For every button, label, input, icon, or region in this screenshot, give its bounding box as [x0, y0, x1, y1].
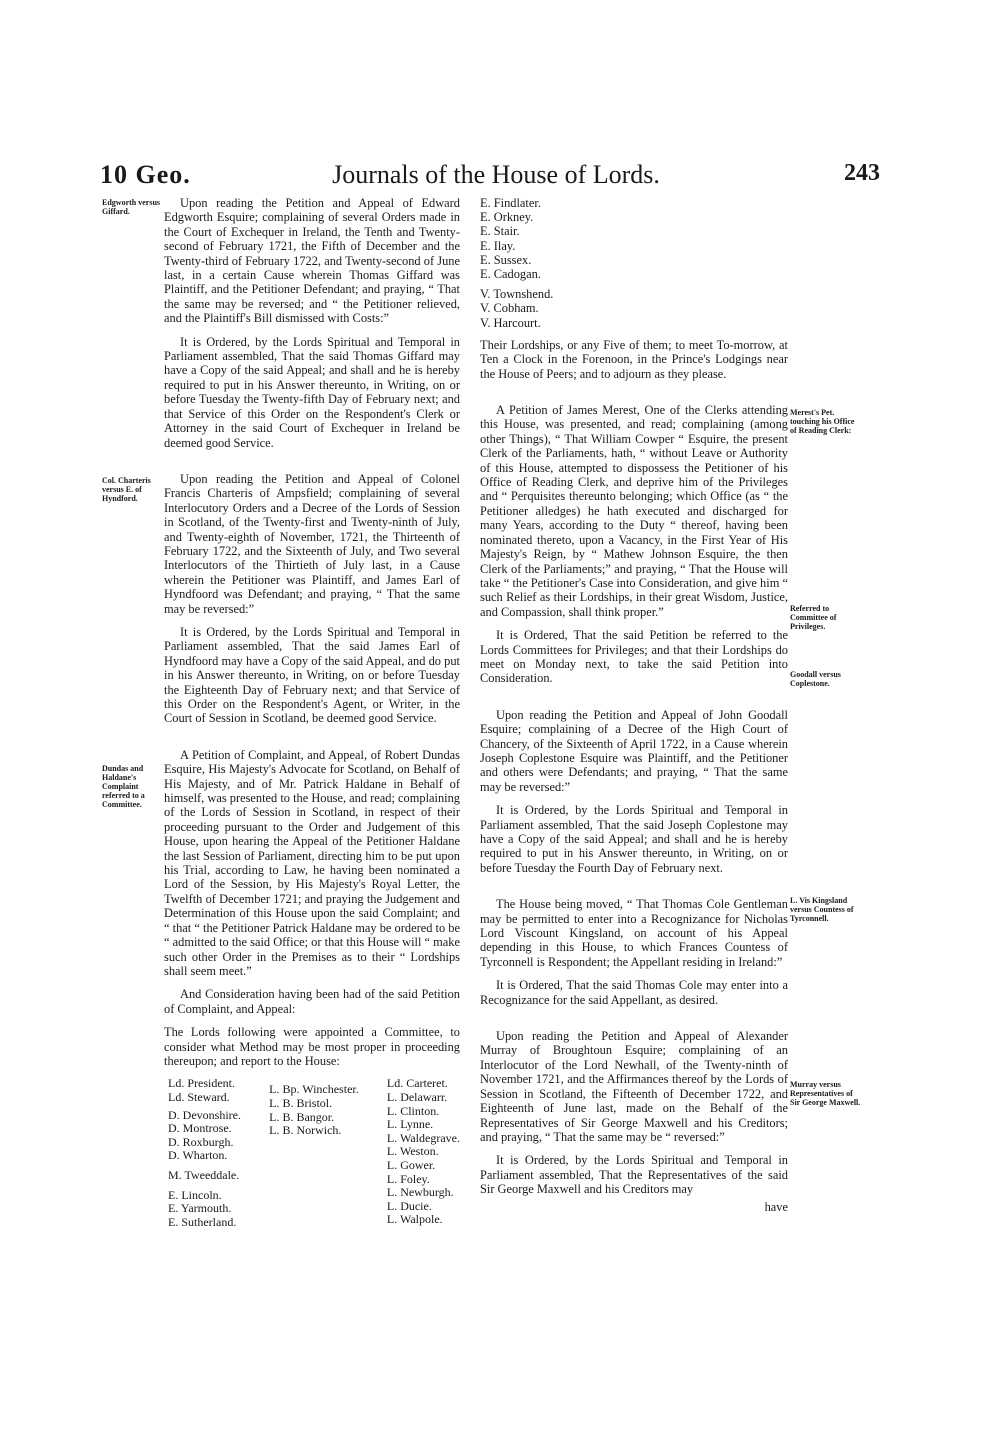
left-column — [164, 196, 460, 1229]
lords-list-col2 — [269, 1077, 359, 1229]
paragraph: The Lords following were appointed a Committee, to consider what Method may be most proper in proceeding thereupon; and report to the House: — [164, 1025, 460, 1068]
paragraph: Upon reading the Petition and Appeal of Colonel Francis Charteris of Ampsfield; complaining of several Interlocutory Orders and a Decree of the Lords of Session in Scotland, of the Twenty-first and Twenty-ninth of July, and Twenty-eighth of November, 1721, the Thirteenth of February 1722, and the Sixteenth of July, and Two several Interlocutors of the Thirtieth of July last, in a Cause wherein the Petitioner was Plaintiff, and James Earl of Hyndfoord was Defendant; and praying, “ That the same may be reversed:” — [164, 471, 460, 616]
right-column — [480, 196, 788, 1214]
lord-name: E. Lincoln. — [168, 1187, 222, 1202]
paragraph: It is Ordered, That the said Petition be referred to the Lords Committees for Privileges; and that their Lordships do meet on Monday next, to take the said Petition into Consideration. — [480, 628, 788, 686]
lords-list-col3 — [387, 1077, 460, 1229]
catchword: have — [764, 1199, 788, 1214]
lords-list-col1 — [168, 1077, 241, 1229]
margin-note-kingsland: L. Vis Kingsland versus Countess of Tyrconnell. — [790, 896, 854, 923]
lord-name: D. Montrose. — [168, 1121, 232, 1136]
margin-note-dundas: Dundas and Haldane's Complaint referred to a Committee. — [102, 764, 145, 809]
paragraph: A Petition of James Merest, One of the Clerks attending this House, was presented, and read; complaining (among other Things), “ That William Cowper “ Esquire, the present Clerk of the Parliaments, hath, “ without Leave or Authority of this House, attempted to dispossess the Petitioner of his Office of Reading Clerk, and deprive him of the Privileges and “ Perquisites thereunto belonging; which Office (as “ the Petitioner alledges) he hath executed and discharged for many Years, according to the Duty “ thereof, having been nominated thereto, upon a Vacancy, in the First Year of His Majesty's Reign, by “ Mathew Johnson Esquire, the then Clerk of the Parliaments;” and praying, “ That the House will take “ the Petitioner's Case into Consideration, and give him “ such Relief as their Lordships, in their great Wisdom, Justice, and Compassion, shall think proper.” — [480, 403, 788, 619]
margin-note-charteris: Col. Charteris versus E. of Hyndford. — [102, 476, 151, 503]
committee-list — [168, 1077, 460, 1229]
lord-name: L. Weston. — [386, 1144, 439, 1159]
lord-name: E. Sutherland. — [168, 1214, 237, 1229]
lord-name: V. Cobham. — [480, 301, 539, 316]
paragraph: A Petition of Complaint, and Appeal, of Robert Dundas Esquire, His Majesty's Advocate for Scotland, on Behalf of His Majesty, and of Mr. Patrick Haldane in Behalf of himself, was presented to the House, and read; complaining of the Lords of Session in Scotland, in respect of their proceeding pursuant to the Order and Judgement of this House, upon hearing the Appeal of the Petitioner Haldane the last Session of Parliament, directing him to be put upon his Trial, according to Law, he having been nominated a Lord of the Session, by His Majesty's Royal Letter, the Twelfth of December 1721; and praying the Judgement and Determination of this House upon the said Complaint; and “ that “ the Petitioner Patrick Haldane may be ordered to be “ admitted to the said Office; or that this House will “ make such other Order in the Premises as to their “ Lordships shall seem meet.” — [164, 747, 460, 978]
lord-name: L. Ducie. — [386, 1198, 432, 1213]
paragraph: It is Ordered, by the Lords Spiritual and Temporal in Parliament assembled, That the Representatives of the said Sir George Maxwell and his Creditors may — [480, 1153, 788, 1197]
paragraph: It is Ordered, That the said Thomas Cole may enter into a Recognizance for the said Appellant, as desired. — [480, 978, 788, 1007]
lord-name: Ld. Steward. — [168, 1089, 230, 1104]
lord-name: L. Bp. Winchester. — [269, 1082, 359, 1097]
margin-note-murray: Murray versus Representatives of Sir George Maxwell. — [790, 1080, 861, 1107]
lord-name: E. Stair. — [480, 224, 520, 239]
lord-name: L. Gower. — [386, 1157, 436, 1172]
lord-name: L. Walpole. — [386, 1212, 443, 1227]
running-head-title: Journals of the House of Lords. — [332, 160, 660, 189]
page-number: 243 — [844, 160, 880, 186]
lord-name: L. Newburgh. — [386, 1185, 454, 1200]
lord-name: E. Cadogan. — [480, 267, 541, 282]
margin-note-merest: Merest's Pet. touching his Office of Reading Clerk: — [790, 408, 855, 435]
paragraph: The House being moved, “ That Thomas Cole Gentleman may be permitted to enter into a Recognizance for Nicholas Lord Viscount Kingsland, on account of his Appeal depending in this House, to which Frances Countess of Tyrconnell is Respondent; the Appellant residing in Ireland:” — [480, 897, 788, 969]
lord-name: D. Devonshire. — [168, 1107, 241, 1122]
lord-name: L. B. Bristol. — [269, 1095, 333, 1110]
lord-name: L. Foley. — [386, 1171, 430, 1186]
lords-list-continued — [480, 196, 788, 330]
lord-name: L. B. Norwich. — [269, 1123, 342, 1138]
lord-name: M. Tweeddale. — [168, 1167, 240, 1182]
margin-note-referred: Referred to Committee of Privileges. — [790, 604, 837, 631]
paragraph: It is Ordered, by the Lords Spiritual and Temporal in Parliament assembled, That the said Thomas Giffard may have a Copy of the said Appeal; and shall and he is hereby required to put in his Answer thereunto, in Writing, on or before Tuesday the Twenty-fifth Day of February next; and that Service of this Order on the Respondent's Clerk or Attorney in the said Court of Exchequer in Ireland be deemed good Service. — [164, 334, 460, 450]
lord-name: L. Delawarr. — [386, 1089, 448, 1104]
margin-note-goodall: Goodall versus Coplestone. — [790, 670, 841, 688]
paragraph: Upon reading the Petition and Appeal of Alexander Murray of Broughtoun Esquire; complaining of an Interlocutor of the Lord Newhall, of the Twenty-ninth of November 1721, and the Affirmances thereof by the Lords of Session in Scotland, the Fifteenth of December 1722, and Eighteenth of June last, made on the Behalf of the Representatives of Sir George Maxwell and his Creditors; and praying, “ That the same may be “ reversed:” — [480, 1029, 788, 1144]
lord-name: V. Townshend. — [480, 287, 554, 302]
lord-name: D. Roxburgh. — [168, 1134, 234, 1149]
lord-name: E. Ilay. — [480, 238, 516, 253]
lord-name: E. Findlater. — [480, 196, 541, 210]
lord-name: L. B. Bangor. — [269, 1109, 335, 1124]
running-head-left: 10 Geo. — [100, 160, 191, 189]
lord-name: L. Clinton. — [386, 1103, 440, 1118]
lord-name: E. Sussex. — [480, 252, 532, 267]
paragraph: It is Ordered, by the Lords Spiritual and Temporal in Parliament assembled, That the said Joseph Coplestone may have a Copy of the said Appeal; and shall and he is hereby required to put in his Answer thereunto, in Writing, on or before Tuesday the Fourth Day of February next. — [480, 803, 788, 875]
lord-name: V. Harcourt. — [480, 315, 541, 330]
lord-name: Ld. Carteret. — [386, 1076, 448, 1091]
lord-name: Ld. President. — [168, 1076, 235, 1091]
lord-name: D. Wharton. — [168, 1148, 228, 1163]
lord-name: E. Orkney. — [480, 210, 534, 225]
paragraph: Upon reading the Petition and Appeal of Edward Edgworth Esquire; complaining of several Orders made in the Court of Exchequer in Ireland, the Tenth and Twenty-second of February 1721, the Fifth of December and the Twenty-third of February 1722, and Twenty-second of June last, in a certain Cause wherein Thomas Giffard was Plaintiff, and the Petitioner Defendant; and praying, “ That the same may be reversed; and “ the Petitioner relieved, and the Plaintiff's Bill dismissed with Costs:” — [164, 196, 460, 326]
lord-name: L. Waldegrave. — [386, 1130, 460, 1145]
paragraph: Their Lordships, or any Five of them; to meet To-morrow, at Ten a Clock in the Forenoon, in the Prince's Lodgings near the House of Peers; and to adjourn as they please. — [480, 337, 788, 381]
lord-name: L. Lynne. — [386, 1117, 434, 1132]
paragraph: It is Ordered, by the Lords Spiritual and Temporal in Parliament assembled, That the said James Earl of Hyndfoord may have a Copy of the said Appeal, and do put in his Answer thereunto, in Writing, on or before Tuesday the Eighteenth Day of February next; and that Service of this Order on the Respondent's Agent, or Writer, in the Court of Session in Scotland, be deemed good Service. — [164, 624, 460, 726]
lord-name: E. Yarmouth. — [168, 1201, 232, 1216]
margin-note-edgworth: Edgworth versus Giffard. — [102, 198, 161, 216]
paragraph: And Consideration having been had of the said Petition of Complaint, and Appeal: — [164, 987, 460, 1016]
paragraph: Upon reading the Petition and Appeal of John Goodall Esquire; complaining of a Decree of the High Court of Chancery, of the Sixteenth of April 1722, in a Cause wherein Joseph Coplestone Esquire was Plaintiff, and the Petitioner and others were Defendants; and praying, “ That the same may be reversed:” — [480, 707, 788, 794]
